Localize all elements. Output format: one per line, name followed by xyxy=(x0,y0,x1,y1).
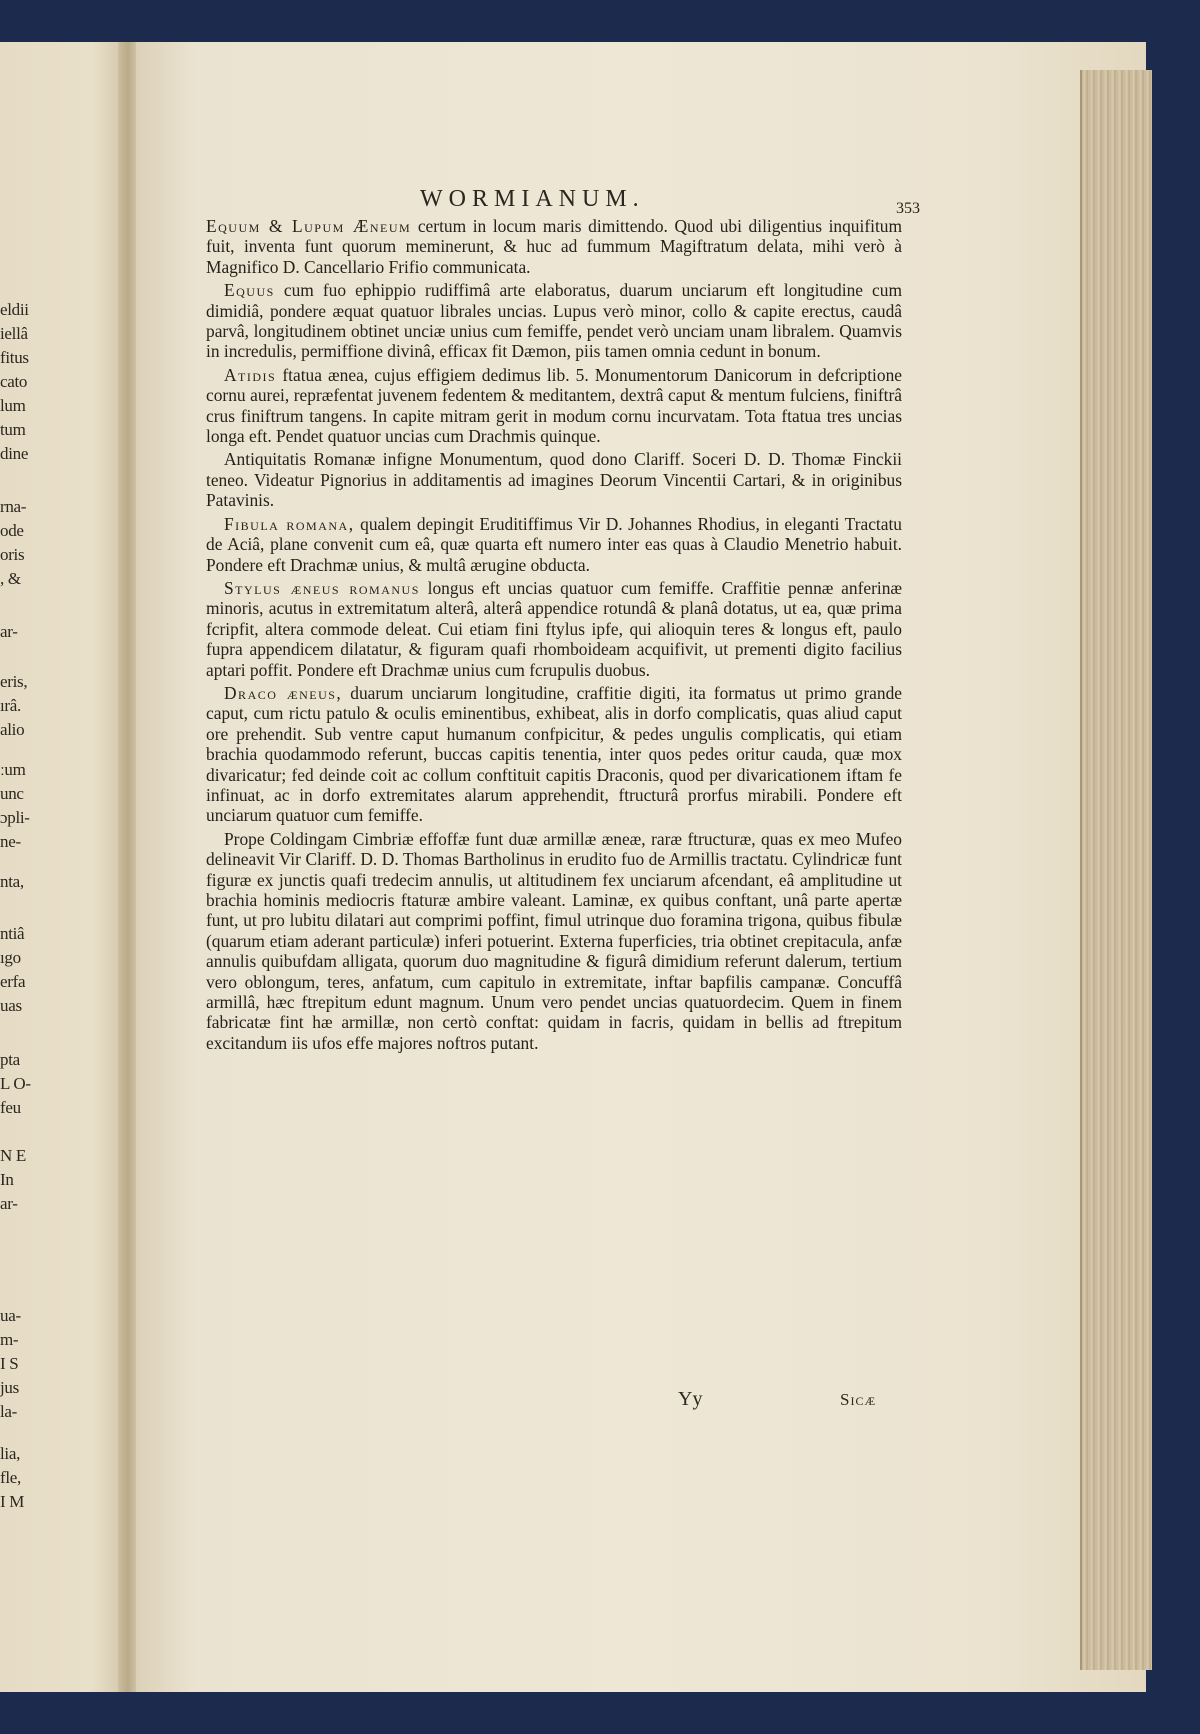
left-page-fragment: rna- xyxy=(0,497,27,516)
catchword: Sicæ xyxy=(840,1390,877,1409)
paragraph xyxy=(206,829,902,1053)
left-page-fragment: uas xyxy=(0,996,22,1015)
left-page-fragment: , & xyxy=(0,569,21,588)
left-page-fragment: In xyxy=(0,1170,14,1189)
left-page-fragment: alio xyxy=(0,720,25,739)
paragraph-text: Antiquitatis Romanæ infigne Monumentum, quod dono Clariff. Soceri D. D. Thomæ Finckii teneo. Videatur Pignorius in additamentis ad imagines Deorum Vincentii Cartari, & in originibus Patavinis. xyxy=(206,449,902,511)
left-page-fragment: I S xyxy=(0,1354,19,1373)
paragraph-text: longus eft uncias quatuor cum femiffe. Craffitie pennæ anferinæ minoris, acutus in extremitatum alterâ, alterâ appendice rotundâ & planâ dotatus, ut ea, quæ prima fcripfit, altera commode deleat. Cui etiam fini ftylus ipfe, qui alioquin teres & longus eft, paulo fupra appendicem dilatatur, & figuram quafi rhomboideam acquifivit, ut prementi digito facilius aptari poffit. Pondere eft Drachmæ unius cum fcrupulis duobus. xyxy=(206,577,902,680)
left-page-fragment: ıgo xyxy=(0,948,21,967)
paragraph-text: certum in locum maris dimittendo. Quod ubi diligentius inquifitum fuit, inventa funt quorum meminerunt, & huc ad fummum Magiftratum delata, mihi verò à Magnifico D. Cancellario Frifio communicata. xyxy=(206,216,902,277)
left-page-fragment: nta, xyxy=(0,872,24,891)
paragraph-text: Prope Coldingam Cimbriæ effoffæ funt duæ armillæ æneæ, raræ ftructuræ, quas ex meo Mufeo delineavit Vir Clariff. D. D. Thomas Bartholinus in erudito fuo de Armillis tractatu. Cylindricæ funt figuræ ex junctis quafi tredecim annulis, ut altitudinem fex unciarum afcendant, eâ amplitudine ut brachia hominis mediocris ftaturæ ambire valeant. Laminæ, ex quibus conftant, unâ parte apertæ funt, ut pro lubitu dilatari aut comprimi poffint, fimul utrinque duo foramina trigona, quibus fibulæ (quarum etiam aderant particulæ) inferi potuerint. Externa fuperficies, tria obtinet crepitacula, anfæ annulis quibufdam alligata, quorum duo magnitudine & figurâ dimidium referunt dalerum, tertium vero oblongum, teres, anfatum, cum capitulo in extremitate, inftar bapfilis campanæ. Concuffâ armillâ, hæc ftrepitum edunt magnum. Unum vero pendet uncias quatuordecim. Quem in finem fabricatæ fint hæ armillæ, non certò conftat: quidam in facris, quidam in bellis ad ftrepitum excitandum iis ufos effe majores noftros putant. xyxy=(206,828,902,1053)
paragraph xyxy=(206,280,902,362)
left-page-fragment: ar- xyxy=(0,622,18,641)
left-page-fragment: oris xyxy=(0,545,25,564)
paragraph-lead: Equum & Lupum Æneum xyxy=(206,216,412,236)
paragraph-lead: Fibula romana, xyxy=(224,513,355,534)
left-page-fragment: ar- xyxy=(0,1194,18,1213)
left-page-fragment: N E xyxy=(0,1146,27,1165)
left-page-fragment: ɔpli- xyxy=(0,808,30,827)
paragraph-lead: Draco æneus, xyxy=(224,682,343,703)
left-page-fragment: ua- xyxy=(0,1306,21,1325)
left-page-fragment: I M xyxy=(0,1492,25,1511)
page-number: 353 xyxy=(896,200,920,217)
page-edges xyxy=(1080,70,1152,1670)
paragraph-lead: Equus xyxy=(224,280,275,301)
left-page-fragment: cato xyxy=(0,372,28,391)
paragraph-text: ftatua ænea, cujus effigiem dedimus lib. 5. Monumentorum Danicorum in defcriptione cornu aurei, repræfentat juvenem fedentem & meditantem, dextrâ caput & mentum fulciens, finiftrâ crus finiftrum tangens. In capite mitram gerit in modum cornu incurvatam. Tota ftatua tres uncias longa eft. Pendet quatuor uncias cum Drachmis quinque. xyxy=(206,364,902,447)
left-page-fragment: m- xyxy=(0,1330,19,1349)
signature-mark: Yy xyxy=(678,1388,703,1410)
paragraph-lead: Stylus æneus romanus xyxy=(224,577,420,598)
left-page-fragment: ode xyxy=(0,521,24,540)
left-page-fragment: eldii xyxy=(0,300,29,319)
left-page-fragment: fle, xyxy=(0,1468,21,1487)
paragraph xyxy=(206,514,902,575)
left-page-fragment: fitus xyxy=(0,348,29,367)
left-page-fragment: ːum xyxy=(0,760,26,779)
left-page-fragment: eris, xyxy=(0,672,28,691)
left-page-fragment: feu xyxy=(0,1098,21,1117)
left-page-fragment: iellâ xyxy=(0,324,28,343)
paragraph-text: qualem depingit Eruditiffimus Vir D. Johannes Rhodius, in eleganti Tractatu de Aciâ, plane convenit cum eâ, quæ quarta eft numero inter eas quas à Claudio Menetrio habuit. Pondere eft Drachmæ unius, & multâ ærugine obducta. xyxy=(206,513,902,575)
left-page-fragment: unc xyxy=(0,784,24,803)
paragraph xyxy=(206,578,902,680)
left-page-fragment: dine xyxy=(0,444,29,463)
paragraph-lead: Atidis xyxy=(224,364,277,385)
paragraph xyxy=(206,683,902,826)
left-page-fragment: ne- xyxy=(0,832,21,851)
left-page-fragment: la- xyxy=(0,1402,18,1421)
paragraph xyxy=(206,449,902,510)
paragraph xyxy=(206,365,902,447)
body-text xyxy=(206,216,902,1056)
left-page xyxy=(0,42,132,1692)
left-page-fragment: lum xyxy=(0,396,26,415)
left-page-fragment: ırâ. xyxy=(0,696,21,715)
paragraph-text: duarum unciarum longitudine, craffitie digiti, ita formatus ut primo grande caput, cum rictu patulo & oculis eminentibus, exhibeat, alis in dorfo complicatis, quas aliud caput ore prehendit. Sub ventre caput humanum confpicitur, & pedes ungulis complicatis, qui etiam brachia quodammodo referunt, buccas capitis tenentia, inter quos pedes oritur cauda, quæ mox divaricatur; fed deinde coit ac collum conftituit capitis Draconis, quod per divaricationem iftam fe infinuat, ac in dorfo extremitates alarum apprehendit, ftructurâ prorfus mirabili. Pondere eft unciarum quatuor cum femiffe. xyxy=(206,682,902,826)
left-page-fragment: tum xyxy=(0,420,26,439)
left-page-fragment: ntiâ xyxy=(0,924,25,943)
running-head: WORMIANUM. xyxy=(420,186,645,212)
paragraph-text: cum fuo ephippio rudiffimâ arte elaboratus, duarum unciarum eft longitudine cum dimidiâ, pondere æquat quatuor librales uncias. Lupus verò minor, collo & capite erectus, caudâ parvâ, longitudinem obtinet unciæ unius cum femiffe, pendet verò unciam unam libralem. Quamvis in incredulis, permiffione divinâ, efficax fit Dæmon, piis tamen omnia cedunt in bonum. xyxy=(206,280,902,362)
left-page-fragment: pta xyxy=(0,1050,20,1069)
paragraph xyxy=(206,216,902,277)
left-page-fragment: jus xyxy=(0,1378,19,1397)
left-page-fragment: erfa xyxy=(0,972,26,991)
left-page-fragment: lia, xyxy=(0,1444,21,1463)
left-page-fragment: L O- xyxy=(0,1074,31,1093)
